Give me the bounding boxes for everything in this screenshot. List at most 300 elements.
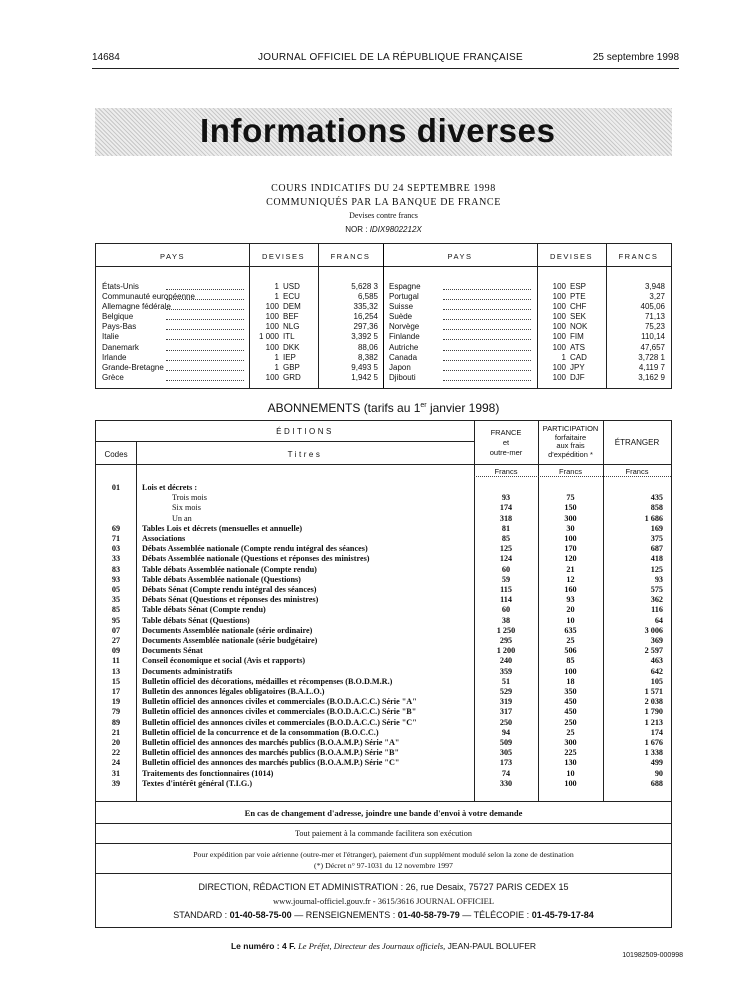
subscription-title: Bulletin des annonces légales obligatoires (B.A.L.O.)	[142, 687, 325, 696]
air-mail-decree: (*) Décret n° 97-1031 du 12 novembre 1997	[314, 861, 453, 870]
price-france: 51	[501, 676, 511, 686]
price-participation: 100	[564, 778, 577, 788]
dot-leader	[176, 520, 471, 521]
currency-unit: 100	[552, 342, 566, 352]
direction-address: DIRECTION, RÉDACTION ET ADMINISTRATION : 26, rue Desaix, 75727 PARIS CEDEX 15	[198, 882, 569, 892]
country-name: États-Unis	[102, 282, 139, 291]
price-participation: 450	[564, 697, 577, 707]
subscription-title: Débats Assemblée nationale (Questions et réponses des ministres)	[142, 554, 370, 564]
currency-row	[383, 332, 671, 342]
subscription-code: 05	[111, 585, 121, 594]
subscription-title: Bulletin officiel des annonces civiles et commerciales (B.O.D.A.C.C.) Série "C"	[142, 717, 417, 727]
subscription-row	[96, 718, 671, 727]
dot-leader	[443, 292, 531, 300]
rate-francs: 1,942 5	[351, 372, 378, 382]
subscription-row	[96, 524, 671, 533]
price-etranger: 435	[650, 493, 663, 503]
price-participation: 170	[564, 544, 577, 554]
subscription-row	[96, 748, 671, 757]
subscription-title: Conseil économique et social (Avis et rapports)	[142, 656, 306, 666]
subscription-row	[96, 728, 671, 737]
price-participation: 75	[566, 493, 575, 503]
journal-title: JOURNAL OFFICIEL DE LA RÉPUBLIQUE FRANÇAISE	[258, 52, 523, 63]
subscription-row	[96, 697, 671, 706]
currency-row	[96, 373, 383, 383]
price-etranger: 116	[651, 605, 663, 615]
price-etranger: 1 571	[644, 687, 663, 696]
price-france: 319	[499, 697, 513, 707]
dot-leader	[443, 373, 531, 381]
currency-list-right	[383, 282, 671, 383]
price-etranger: 64	[654, 615, 663, 625]
currency-row	[383, 373, 671, 383]
dot-leader	[176, 499, 471, 500]
price-participation: 25	[566, 727, 575, 737]
country-name: Pays-Bas	[102, 322, 137, 332]
price-etranger: 687	[650, 544, 663, 554]
subscription-row	[96, 616, 671, 625]
currency-unit: 1	[274, 282, 279, 291]
price-france: 85	[501, 534, 511, 543]
currency-code: JPY	[570, 362, 585, 372]
price-participation: 21	[566, 564, 575, 574]
dot-leader	[166, 302, 244, 310]
price-participation: 160	[564, 585, 577, 594]
subscription-code: 17	[111, 687, 121, 696]
price-france: 250	[499, 717, 513, 727]
currency-code: NLG	[283, 322, 300, 332]
subscription-row	[96, 565, 671, 574]
currency-unit: 100	[552, 302, 566, 312]
header-editions: ÉDITIONS	[276, 427, 334, 436]
rate-francs: 47,657	[640, 342, 665, 352]
currency-code: IEP	[283, 352, 296, 362]
currency-row	[96, 322, 383, 332]
dot-leader	[166, 353, 244, 361]
rate-francs: 3,392 5	[351, 332, 378, 342]
price-etranger: 105	[650, 676, 663, 686]
separator: —	[294, 910, 304, 920]
price-etranger: 575	[650, 585, 663, 594]
rate-francs: 3,948	[644, 282, 665, 291]
price-france: 74	[501, 768, 511, 778]
dot-leader	[166, 373, 244, 381]
currency-unit: 100	[552, 372, 566, 382]
price-participation: 506	[564, 646, 577, 656]
price-participation: 130	[564, 758, 577, 768]
price-france: 174	[499, 503, 513, 513]
subscription-code: 71	[111, 534, 121, 543]
price-participation: 85	[566, 656, 575, 666]
price-france: 115	[500, 585, 512, 594]
currency-code: ITL	[283, 332, 295, 342]
subscription-title: Bulletin officiel des annonces civiles et commerciales (B.O.D.A.C.C.) Série "A"	[142, 697, 417, 707]
header-francs: FRANCS	[618, 252, 659, 261]
header-france: FRANCE et outre-mer	[489, 428, 523, 457]
subscription-title: Bulletin officiel des annonces des marchés publics (B.O.A.M.P.) Série "A"	[142, 738, 400, 747]
subscription-code: 22	[111, 748, 121, 758]
rate-francs: 335,32	[353, 302, 378, 312]
section-title: Informations diverses	[200, 112, 556, 149]
header-participation: PARTICIPATION forfaitaire aux frais d'expédition *	[542, 424, 599, 459]
rate-francs: 9,493 5	[351, 362, 378, 372]
subscription-code: 15	[111, 676, 121, 686]
price-france: 318	[499, 513, 513, 523]
header-devises: DEVISES	[261, 252, 305, 261]
price-france: 305	[499, 748, 513, 758]
header-titres: Titres	[287, 450, 323, 459]
subscription-title: Bulletin officiel de la concurrence et de la consommation (B.O.C.C.)	[142, 727, 379, 737]
price-etranger: 2 597	[644, 646, 663, 656]
price-participation: 25	[566, 636, 575, 645]
currency-list-left	[96, 282, 383, 383]
subscription-title: Débats Sénat (Compte rendu intégral des séances)	[142, 585, 317, 594]
subscription-row	[96, 769, 671, 778]
subscription-row	[96, 534, 671, 543]
dot-leader	[443, 302, 531, 310]
subscription-row	[96, 779, 671, 788]
nor-value: IDIX9802212X	[369, 225, 422, 234]
direction-web: www.journal-officiel.gouv.fr - 3615/3616 JOURNAL OFFICIEL	[272, 896, 495, 906]
price-etranger: 1 790	[644, 707, 663, 717]
currency-row	[383, 343, 671, 353]
info-label: RENSEIGNEMENTS :	[305, 910, 396, 920]
subscription-title: Débats Sénat (Questions et réponses des ministres)	[142, 595, 319, 605]
price-etranger: 418	[650, 554, 663, 564]
subscription-title: Documents Assemblée nationale (série budgétaire)	[142, 636, 318, 645]
currency-unit: 100	[265, 302, 279, 312]
price-france: 94	[501, 727, 511, 737]
subscription-title: Table débats Sénat (Compte rendu)	[142, 605, 266, 615]
subscriptions-table	[95, 420, 672, 802]
price-participation: 350	[564, 687, 577, 696]
currency-code: USD	[283, 282, 300, 291]
price-participation: 10	[566, 615, 575, 625]
subscription-code: 09	[111, 646, 121, 656]
subscription-row	[96, 585, 671, 594]
subscription-row	[96, 758, 671, 767]
currency-unit: 100	[265, 312, 279, 322]
price-participation: 120	[564, 554, 577, 564]
subscription-row	[96, 595, 671, 604]
separator: —	[462, 910, 472, 920]
header-devises: DEVISES	[549, 252, 593, 261]
subscription-row	[96, 667, 671, 676]
price-france: 114	[500, 595, 512, 605]
subscription-row	[96, 646, 671, 655]
currency-row	[383, 322, 671, 332]
dot-leader	[443, 312, 531, 320]
subscription-row	[96, 554, 671, 563]
air-mail-line1: Pour expédition par voie aérienne (outre-mer et l'étranger), paiement d'un supplément modulé selon la zone de destination	[193, 850, 574, 859]
price-france: 529	[499, 687, 513, 696]
price-participation: 100	[564, 534, 577, 543]
subscription-row	[96, 605, 671, 614]
country-name: Grande-Bretagne	[102, 362, 164, 372]
price-france: 60	[501, 605, 511, 615]
subscription-code: 19	[111, 697, 121, 707]
currency-row	[383, 282, 671, 292]
price-france: 240	[499, 656, 513, 666]
dot-leader	[443, 332, 531, 340]
subscription-code: 31	[111, 768, 121, 778]
subscription-code: 01	[111, 483, 121, 492]
price-france: 1 250	[496, 625, 516, 635]
rates-subheading: Devises contre francs	[349, 211, 418, 220]
rate-francs: 4,119 7	[638, 362, 665, 372]
prefect-name: JEAN-PAUL BOLUFER	[447, 941, 536, 951]
rate-francs: 75,23	[644, 322, 665, 332]
price-etranger: 2 038	[644, 697, 663, 707]
subscription-code: 13	[111, 666, 121, 676]
page-date: 25 septembre 1998	[592, 52, 679, 63]
subscription-title: Lois et décrets :	[142, 483, 198, 492]
currency-unit: 100	[552, 282, 566, 291]
price-participation: 300	[564, 738, 577, 747]
dot-leader	[443, 363, 531, 371]
dot-leader	[166, 322, 244, 330]
price-etranger: 3 006	[644, 625, 663, 635]
subscription-title: Bulletin officiel des décorations, médailles et récompenses (B.O.D.M.R.)	[142, 676, 393, 686]
price-etranger: 1 686	[644, 513, 663, 523]
subscription-title: Un an	[172, 513, 192, 523]
country-name: Belgique	[102, 312, 134, 322]
subscription-code: 83	[111, 564, 121, 574]
country-name: Italie	[102, 332, 119, 342]
price-participation: 225	[564, 748, 577, 758]
rate-francs: 3,162 9	[638, 372, 665, 382]
subscription-code: 07	[111, 625, 121, 635]
currency-unit: 100	[552, 292, 566, 302]
subscription-title: Associations	[142, 534, 186, 543]
country-name: Allemagne fédérale	[102, 302, 171, 312]
currency-code: FIM	[570, 332, 584, 342]
dot-leader	[166, 332, 244, 340]
currency-row	[383, 363, 671, 373]
currency-code: ECU	[283, 292, 300, 302]
currency-row	[96, 312, 383, 322]
price-participation: 250	[564, 717, 577, 727]
currency-code: DJF	[570, 372, 585, 382]
subscription-title: Table débats Sénat (Questions)	[142, 615, 250, 625]
price-participation: 20	[566, 605, 575, 615]
header-etranger: ÉTRANGER	[614, 438, 660, 447]
subscription-title: Documents Assemblée nationale (série ordinaire)	[142, 625, 313, 635]
country-name: Norvège	[389, 322, 420, 332]
currency-code: ATS	[570, 342, 585, 352]
currency-code: PTE	[570, 292, 586, 302]
price-france: 38	[501, 615, 511, 625]
subscription-row	[96, 544, 671, 553]
nor-label: NOR :	[345, 225, 368, 234]
country-name: Irlande	[102, 352, 127, 362]
country-name: Espagne	[389, 282, 421, 291]
price-etranger: 858	[650, 503, 663, 513]
subscription-code: 93	[111, 574, 121, 584]
dot-leader	[443, 353, 531, 361]
rate-francs: 3,728 1	[638, 352, 665, 362]
price-france: 59	[501, 574, 511, 584]
rate-francs: 8,382	[357, 352, 378, 362]
price-participation: 18	[566, 676, 575, 686]
price-footer	[95, 941, 672, 951]
currency-code: DKK	[283, 342, 300, 352]
price-etranger: 463	[650, 656, 663, 666]
country-name: Suède	[389, 312, 413, 322]
price-france: 330	[499, 778, 513, 788]
subscription-code: 89	[111, 717, 121, 727]
subscription-row	[96, 677, 671, 686]
price-etranger: 90	[654, 768, 663, 778]
issue-price: Le numéro : 4 F.	[230, 941, 296, 951]
subscription-code: 24	[111, 758, 121, 768]
currency-row	[383, 292, 671, 302]
price-participation: 100	[564, 666, 577, 676]
price-france: 81	[501, 523, 511, 533]
subscription-code: 69	[111, 523, 121, 533]
currency-code: GBP	[283, 362, 300, 372]
dot-leader	[166, 312, 244, 320]
subscription-row	[96, 503, 671, 512]
currency-code: ESP	[570, 282, 587, 291]
header-pays: PAYS	[447, 252, 473, 261]
currency-code: BEF	[283, 312, 299, 322]
currency-row	[96, 343, 383, 353]
subscription-title: Trois mois	[172, 493, 207, 503]
dot-leader	[443, 282, 531, 290]
rate-francs: 297,36	[353, 322, 378, 332]
currency-unit: 100	[265, 372, 279, 382]
subscription-code: 20	[111, 738, 121, 747]
country-name: Portugal	[389, 292, 419, 302]
subscription-title: Bulletin officiel des annonces des marchés publics (B.O.A.M.P.) Série "B"	[142, 748, 399, 758]
row-divider	[474, 476, 671, 478]
country-name: Autriche	[389, 342, 419, 352]
prefect-title: Le Préfet, Directeur des Journaux officiels,	[298, 941, 446, 951]
document-reference: 101982509-000998	[622, 952, 683, 959]
currency-row	[96, 302, 383, 312]
rates-heading-line1: COURS INDICATIFS DU 24 SEPTEMBRE 1998	[271, 183, 496, 194]
price-etranger: 642	[650, 666, 663, 676]
subscription-code: 95	[111, 615, 121, 625]
dot-leader	[166, 363, 244, 371]
unit-francs: Francs	[625, 467, 649, 476]
subscription-title: Textes d'intérêt général (T.I.G.)	[142, 778, 253, 788]
unit-francs: Francs	[559, 467, 582, 476]
currency-unit: 1	[274, 352, 279, 362]
subscription-row	[96, 687, 671, 696]
direction-box	[95, 874, 672, 928]
price-participation: 93	[566, 595, 575, 605]
currency-unit: 100	[265, 322, 279, 332]
dot-leader	[166, 292, 244, 300]
price-etranger: 174	[650, 727, 663, 737]
subscription-row	[96, 575, 671, 584]
subscription-title: Documents administratifs	[142, 666, 233, 676]
subscription-row	[96, 656, 671, 665]
row-divider	[96, 464, 671, 465]
dot-leader	[176, 509, 471, 510]
price-participation: 300	[564, 513, 577, 523]
price-etranger: 1 676	[644, 738, 663, 747]
price-etranger: 1 213	[644, 717, 663, 727]
price-etranger: 375	[650, 534, 663, 543]
subscription-row	[96, 493, 671, 502]
subscriptions-title-date-end: janvier 1998)	[426, 401, 500, 415]
rate-francs: 6,585	[357, 292, 378, 302]
rate-francs: 110,14	[641, 332, 665, 342]
unit-francs: Francs	[494, 467, 518, 476]
dot-leader	[443, 343, 531, 351]
subscriptions-title-date: (tarifs au 1	[363, 401, 421, 415]
price-france: 509	[499, 738, 513, 747]
header-rule	[92, 68, 679, 69]
standard-number: 01-40-58-75-00	[229, 910, 292, 920]
currency-unit: 1 000	[258, 332, 279, 342]
currency-unit: 100	[552, 322, 566, 332]
subscription-row	[96, 636, 671, 645]
subscription-code: 85	[111, 605, 121, 615]
air-mail-notice	[95, 844, 672, 874]
page-number: 14684	[92, 52, 120, 63]
country-name: Djibouti	[389, 372, 416, 382]
subscription-title: Bulletin officiel des annonces civiles et commerciales (B.O.D.A.C.C.) Série "B"	[142, 707, 417, 717]
subscriptions-rows	[96, 483, 671, 801]
country-name: Japon	[389, 362, 411, 372]
currency-row	[96, 292, 383, 302]
currency-unit: 100	[552, 362, 566, 372]
payment-notice: Tout paiement à la commande facilitera son exécution	[95, 824, 672, 844]
rate-francs: 3,27	[649, 292, 665, 302]
price-france: 1 200	[496, 646, 516, 656]
price-france: 60	[501, 564, 511, 574]
subscription-code: 79	[111, 707, 121, 717]
nor-reference	[95, 225, 672, 234]
currency-unit: 1	[274, 362, 279, 372]
country-name: Communauté européenne	[102, 292, 195, 302]
price-participation: 10	[566, 768, 575, 778]
rate-francs: 16,254	[353, 312, 378, 322]
price-etranger: 93	[654, 574, 663, 584]
currency-code: CHF	[570, 302, 587, 312]
subscription-title: Documents Sénat	[142, 646, 203, 656]
header-codes: Codes	[104, 450, 128, 459]
price-france: 317	[499, 707, 513, 717]
rate-francs: 88,06	[357, 342, 378, 352]
subscription-code: 35	[111, 595, 121, 605]
currency-row	[96, 282, 383, 292]
currency-code: CAD	[570, 352, 587, 362]
subscription-code: 03	[111, 544, 121, 554]
subscription-code: 39	[111, 778, 121, 788]
price-participation: 12	[566, 574, 575, 584]
price-etranger: 688	[650, 778, 663, 788]
country-name: Suisse	[389, 302, 414, 312]
subscription-title: Table débats Assemblée nationale (Compte rendu)	[142, 564, 317, 574]
subscription-title: Tables Lois et décrets (mensuelles et annuelle)	[142, 523, 303, 533]
currency-unit: 1	[561, 352, 566, 362]
currency-unit: 1	[274, 292, 279, 302]
currency-code: GRD	[283, 372, 301, 382]
fax-number: 01-45-79-17-84	[531, 910, 594, 920]
currency-unit: 100	[552, 332, 566, 342]
currency-code: SEK	[570, 312, 587, 322]
price-etranger: 369	[650, 636, 663, 645]
row-divider	[96, 441, 474, 442]
price-france: 359	[499, 666, 513, 676]
subscription-title: Six mois	[172, 503, 201, 513]
rate-francs: 71,13	[644, 312, 665, 322]
